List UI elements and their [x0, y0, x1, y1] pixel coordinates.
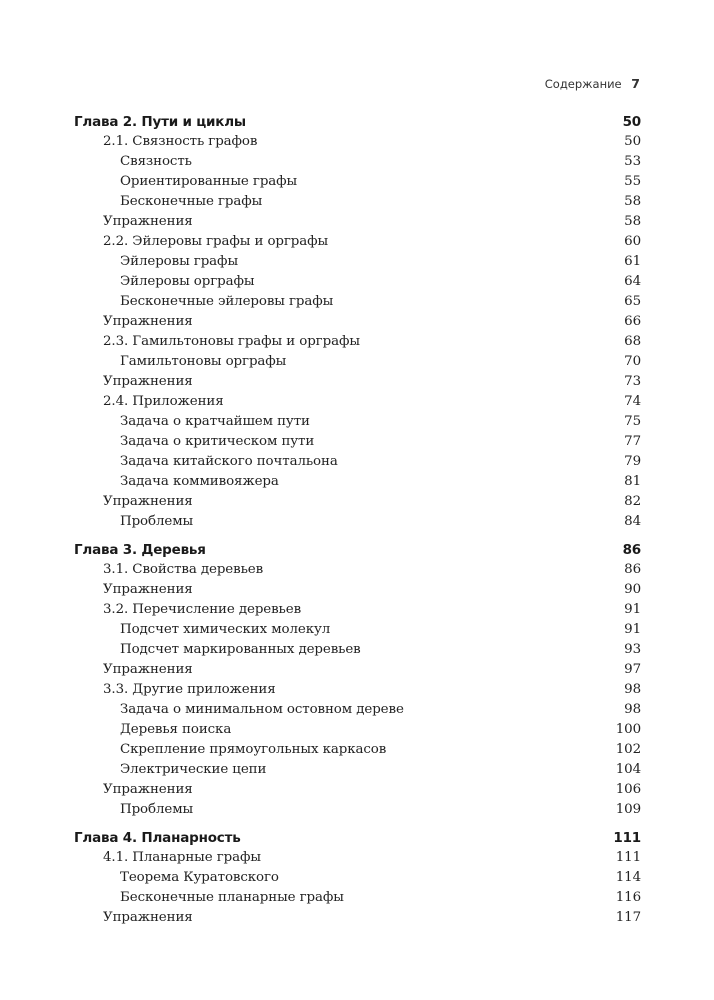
toc-entry-page-number: 55	[624, 174, 641, 189]
toc-entry-page-number: 90	[624, 582, 641, 597]
toc-entry[interactable]	[74, 780, 641, 800]
toc-entry-title: Деревья поиска	[120, 722, 232, 737]
toc-entry-page-number: 81	[624, 474, 641, 489]
toc-entry[interactable]	[74, 600, 641, 620]
chapter-section	[74, 112, 641, 532]
toc-entry-page-number: 109	[615, 802, 641, 817]
toc-entry-title: Упражнения	[103, 214, 193, 229]
chapter-heading[interactable]	[74, 112, 641, 132]
toc-entry[interactable]	[74, 452, 641, 472]
toc-entry[interactable]	[74, 272, 641, 292]
toc-entry[interactable]	[74, 848, 641, 868]
toc-entry[interactable]	[74, 512, 641, 532]
toc-entry-title: 2.4. Приложения	[103, 394, 224, 409]
table-of-contents	[74, 112, 641, 936]
toc-entry-page-number: 65	[624, 294, 641, 309]
toc-entry[interactable]	[74, 640, 641, 660]
toc-entry-title: Упражнения	[103, 582, 193, 597]
toc-entry-page-number: 60	[624, 234, 641, 249]
toc-entry[interactable]	[74, 908, 641, 928]
toc-entry-page-number: 79	[624, 454, 641, 469]
chapter-page-number: 86	[622, 542, 641, 558]
toc-entry[interactable]	[74, 432, 641, 452]
toc-entry-page-number: 86	[624, 562, 641, 577]
chapter-heading[interactable]	[74, 828, 641, 848]
chapter-section	[74, 540, 641, 820]
toc-entry[interactable]	[74, 392, 641, 412]
toc-entry-title: Эйлеровы орграфы	[120, 274, 255, 289]
toc-entry-page-number: 98	[624, 682, 641, 697]
toc-entry-page-number: 82	[624, 494, 641, 509]
toc-entry-title: Проблемы	[120, 802, 194, 817]
chapter-title: Глава 4. Планарность	[74, 830, 241, 846]
toc-entry-title: Упражнения	[103, 910, 193, 925]
toc-entry-title: 4.1. Планарные графы	[103, 850, 261, 865]
toc-entry-page-number: 58	[624, 214, 641, 229]
chapter-page-number: 50	[622, 114, 641, 130]
toc-entry-title: Гамильтоновы орграфы	[120, 354, 287, 369]
toc-entry-page-number: 116	[615, 890, 641, 905]
toc-entry-page-number: 100	[615, 722, 641, 737]
toc-entry-page-number: 74	[624, 394, 641, 409]
toc-entry-title: 3.3. Другие приложения	[103, 682, 276, 697]
toc-entry-title: Подсчет маркированных деревьев	[120, 642, 361, 657]
toc-entry-title: Упражнения	[103, 374, 193, 389]
toc-entry[interactable]	[74, 192, 641, 212]
toc-entry-title: 2.1. Связность графов	[103, 134, 258, 149]
toc-entry-title: Упражнения	[103, 494, 193, 509]
toc-entry[interactable]	[74, 172, 641, 192]
toc-entry-title: Электрические цепи	[120, 762, 267, 777]
toc-entry[interactable]	[74, 580, 641, 600]
toc-entry-title: Бесконечные графы	[120, 194, 263, 209]
toc-entry-title: Упражнения	[103, 662, 193, 677]
toc-entry-title: Задача о критическом пути	[120, 434, 315, 449]
toc-entry-title: Задача о минимальном остовном дереве	[120, 702, 404, 717]
toc-entry-page-number: 73	[624, 374, 641, 389]
toc-entry-page-number: 68	[624, 334, 641, 349]
toc-entry-page-number: 114	[615, 870, 641, 885]
toc-entry-title: Упражнения	[103, 314, 193, 329]
toc-entry[interactable]	[74, 888, 641, 908]
toc-entry[interactable]	[74, 152, 641, 172]
toc-entry[interactable]	[74, 252, 641, 272]
toc-entry-title: Скрепление прямоугольных каркасов	[120, 742, 387, 757]
toc-entry-page-number: 117	[615, 910, 641, 925]
toc-entry[interactable]	[74, 492, 641, 512]
toc-entry-page-number: 75	[624, 414, 641, 429]
toc-entry[interactable]	[74, 760, 641, 780]
toc-entry[interactable]	[74, 292, 641, 312]
toc-entry[interactable]	[74, 560, 641, 580]
toc-entry-page-number: 70	[624, 354, 641, 369]
running-head-page-number: 7	[631, 76, 640, 91]
toc-entry[interactable]	[74, 212, 641, 232]
chapter-section	[74, 828, 641, 928]
toc-entry-page-number: 84	[624, 514, 641, 529]
toc-entry-title: Упражнения	[103, 782, 193, 797]
toc-entry-title: Эйлеровы графы	[120, 254, 238, 269]
toc-entry-page-number: 97	[624, 662, 641, 677]
toc-entry[interactable]	[74, 232, 641, 252]
toc-entry[interactable]	[74, 720, 641, 740]
toc-entry-title: Задача коммивояжера	[120, 474, 279, 489]
toc-entry-title: Связность	[120, 154, 192, 169]
toc-entry-page-number: 91	[624, 602, 641, 617]
toc-entry-title: Проблемы	[120, 514, 194, 529]
running-head-label: Содержание	[544, 77, 622, 91]
toc-entry-title: Задача о кратчайшем пути	[120, 414, 310, 429]
toc-entry[interactable]	[74, 332, 641, 352]
toc-entry[interactable]	[74, 700, 641, 720]
toc-entry-title: 3.2. Перечисление деревьев	[103, 602, 302, 617]
toc-entry-title: Подсчет химических молекул	[120, 622, 331, 637]
toc-entry-page-number: 104	[615, 762, 641, 777]
toc-entry-page-number: 61	[624, 254, 641, 269]
toc-entry[interactable]	[74, 660, 641, 680]
toc-entry-title: Бесконечные планарные графы	[120, 890, 344, 905]
chapter-title: Глава 2. Пути и циклы	[74, 114, 246, 130]
toc-entry-title: Бесконечные эйлеровы графы	[120, 294, 334, 309]
toc-entry[interactable]	[74, 352, 641, 372]
toc-entry-page-number: 66	[624, 314, 641, 329]
toc-entry-page-number: 102	[615, 742, 641, 757]
toc-entry-page-number: 106	[615, 782, 641, 797]
toc-entry[interactable]	[74, 312, 641, 332]
toc-entry-title: 2.2. Эйлеровы графы и орграфы	[103, 234, 329, 249]
toc-entry-title: Теорема Куратовского	[120, 870, 279, 885]
chapter-page-number: 111	[613, 830, 641, 846]
chapter-title: Глава 3. Деревья	[74, 542, 206, 558]
toc-entry-title: 3.1. Свойства деревьев	[103, 562, 264, 577]
toc-entry-page-number: 93	[624, 642, 641, 657]
toc-entry-page-number: 64	[624, 274, 641, 289]
chapter-heading[interactable]	[74, 540, 641, 560]
toc-entry[interactable]	[74, 868, 641, 888]
toc-entry[interactable]	[74, 412, 641, 432]
toc-entry-page-number: 98	[624, 702, 641, 717]
toc-entry[interactable]	[74, 800, 641, 820]
toc-entry[interactable]	[74, 680, 641, 700]
toc-entry-title: Задача китайского почтальона	[120, 454, 338, 469]
toc-entry-title: Ориентированные графы	[120, 174, 298, 189]
toc-entry[interactable]	[74, 472, 641, 492]
toc-entry-page-number: 53	[624, 154, 641, 169]
toc-entry-page-number: 58	[624, 194, 641, 209]
toc-entry[interactable]	[74, 620, 641, 640]
toc-entry[interactable]	[74, 740, 641, 760]
toc-entry-page-number: 50	[624, 134, 641, 149]
toc-entry[interactable]	[74, 132, 641, 152]
toc-entry[interactable]	[74, 372, 641, 392]
running-head	[545, 76, 640, 91]
toc-entry-page-number: 91	[624, 622, 641, 637]
toc-entry-title: 2.3. Гамильтоновы графы и орграфы	[103, 334, 360, 349]
toc-entry-page-number: 77	[624, 434, 641, 449]
toc-entry-page-number: 111	[615, 850, 641, 865]
